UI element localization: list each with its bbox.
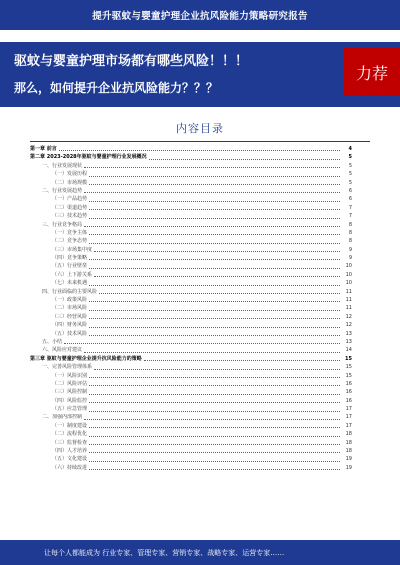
toc-entry[interactable] xyxy=(30,380,352,388)
toc-entry[interactable] xyxy=(30,246,352,254)
toc-leader-dots xyxy=(64,343,340,344)
toc-entry-text: 一、完善风险管理体系 xyxy=(42,364,93,371)
toc-entry-page: 5 xyxy=(348,162,352,169)
headline-line-2: 那么，如何提升企业抗风险能力？？？ xyxy=(14,81,219,95)
toc-entry-text: 一、行业发展现状 xyxy=(42,162,83,169)
toc-entry[interactable] xyxy=(30,279,352,287)
toc-entry[interactable] xyxy=(30,254,352,262)
toc-entry-text: （二）流程优化 xyxy=(52,431,88,438)
toc-leader-dots xyxy=(84,352,340,353)
toc-entry-page: 6 xyxy=(348,187,352,194)
toc-entry-text: （二）渠道趋势 xyxy=(52,204,88,211)
toc-leader-dots xyxy=(89,444,340,445)
toc-entry-text: （四）人才培养 xyxy=(52,448,88,455)
toc-entry-text: （三）风险控制 xyxy=(52,389,88,396)
toc-entry[interactable] xyxy=(30,447,352,455)
toc-entry-page: 7 xyxy=(348,213,352,220)
toc-entry-text: （六）持续改进 xyxy=(52,464,88,471)
toc-leader-dots xyxy=(89,301,340,302)
toc-entry-page: 17 xyxy=(345,414,352,421)
toc-entry-text: （四）财务风险 xyxy=(52,322,88,329)
toc-entry[interactable] xyxy=(30,212,352,220)
toc-entry[interactable] xyxy=(30,162,352,170)
toc-entry-page: 17 xyxy=(345,406,352,413)
toc-entry[interactable] xyxy=(30,221,352,229)
toc-leader-dots xyxy=(89,469,340,470)
toc-leader-dots xyxy=(89,427,340,428)
toc-entry-text: （四）风险监控 xyxy=(52,397,88,404)
toc-leader-dots xyxy=(89,285,340,286)
toc-leader-dots xyxy=(149,159,340,160)
toc-leader-dots xyxy=(94,251,340,252)
toc-leader-dots xyxy=(89,377,340,378)
toc-entry-page: 9 xyxy=(348,246,352,253)
footer-slogan: 让每个人都能成为 行业专家、管理专家、营销专家、战略专家、运营专家…… xyxy=(44,548,285,557)
toc-entry[interactable] xyxy=(30,304,352,312)
toc-leader-dots xyxy=(89,243,340,244)
toc-entry-text: （五）技术风险 xyxy=(52,330,88,337)
toc-entry[interactable] xyxy=(30,262,352,270)
toc-entry-page: 11 xyxy=(345,297,352,304)
toc-title: 内容目录 xyxy=(176,122,224,135)
toc-entry[interactable] xyxy=(30,313,352,321)
toc-entry-text: 五、小结 xyxy=(42,338,63,345)
toc-entry-text: （一）竞争主体 xyxy=(52,229,88,236)
toc-leader-dots xyxy=(84,226,340,227)
toc-entry-page: 16 xyxy=(345,380,352,387)
toc-entry-page: 15 xyxy=(345,355,352,362)
toc-leader-dots xyxy=(94,276,340,277)
toc-entry[interactable] xyxy=(30,338,352,346)
toc-entry-text: （一）发展历程 xyxy=(52,171,88,178)
toc-entry-text: 第二章 2023-2028年驱蚊与婴童护理行业发展概况 xyxy=(30,154,147,161)
toc-entry[interactable] xyxy=(30,397,352,405)
toc-entry-text: （一）产品趋势 xyxy=(52,196,88,203)
table-of-contents xyxy=(30,145,352,472)
toc-entry[interactable] xyxy=(30,187,352,195)
toc-entry-text: 二、行业发展趋势 xyxy=(42,187,83,194)
toc-entry-page: 14 xyxy=(345,347,352,354)
toc-leader-dots xyxy=(89,327,340,328)
toc-entry-page: 5 xyxy=(348,179,352,186)
toc-entry-page: 17 xyxy=(345,422,352,429)
toc-entry-text: （三）经营风险 xyxy=(52,313,88,320)
toc-entry-page: 4 xyxy=(348,145,352,152)
toc-entry-text: （二）市场规模 xyxy=(52,179,88,186)
toc-entry-page: 16 xyxy=(345,397,352,404)
toc-entry[interactable] xyxy=(30,439,352,447)
toc-leader-dots xyxy=(89,318,340,319)
toc-entry-page: 5 xyxy=(348,154,352,161)
toc-entry[interactable] xyxy=(30,414,352,422)
toc-entry-page: 7 xyxy=(348,204,352,211)
toc-entry[interactable] xyxy=(30,271,352,279)
toc-leader-dots xyxy=(89,461,340,462)
toc-entry-page: 9 xyxy=(348,255,352,262)
toc-entry-page: 18 xyxy=(345,431,352,438)
toc-entry-page: 11 xyxy=(345,288,352,295)
toc-leader-dots xyxy=(59,150,340,151)
toc-leader-dots xyxy=(94,369,340,370)
toc-entry-text: （一）制度建设 xyxy=(52,422,88,429)
toc-entry-page: 19 xyxy=(345,456,352,463)
toc-entry-text: （四）竞争策略 xyxy=(52,255,88,262)
toc-entry[interactable] xyxy=(30,288,352,296)
footer-bar xyxy=(0,540,400,565)
toc-entry-page: 18 xyxy=(345,439,352,446)
toc-entry-page: 10 xyxy=(345,263,352,270)
toc-entry[interactable] xyxy=(30,170,352,178)
toc-entry-text: （三）市场集中度 xyxy=(52,246,93,253)
toc-leader-dots xyxy=(89,268,340,269)
toc-entry-page: 6 xyxy=(348,196,352,203)
headline-banner xyxy=(0,42,400,107)
toc-leader-dots xyxy=(89,452,340,453)
toc-leader-dots xyxy=(84,419,340,420)
report-title: 提升驱蚊与婴童护理企业抗风险能力策略研究报告 xyxy=(92,11,308,22)
toc-entry-text: 三、行业竞争格局 xyxy=(42,221,83,228)
toc-leader-dots xyxy=(89,310,340,311)
toc-entry-page: 8 xyxy=(348,221,352,228)
toc-entry-page: 8 xyxy=(348,229,352,236)
report-title-bar xyxy=(0,0,400,30)
toc-entry-text: （二）市场风险 xyxy=(52,305,88,312)
toc-entry-page: 13 xyxy=(345,338,352,345)
toc-leader-dots xyxy=(89,176,340,177)
toc-entry-page: 10 xyxy=(345,271,352,278)
toc-leader-dots xyxy=(89,259,340,260)
toc-leader-dots xyxy=(89,394,340,395)
toc-entry[interactable] xyxy=(30,204,352,212)
toc-entry[interactable] xyxy=(30,422,352,430)
toc-leader-dots xyxy=(89,402,340,403)
toc-entry-text: （五）文化建设 xyxy=(52,456,88,463)
headline-line-1: 驱蚊与婴童护理市场都有哪些风险！！！ xyxy=(14,54,249,69)
toc-entry[interactable] xyxy=(30,145,352,153)
toc-leader-dots xyxy=(89,209,340,210)
toc-entry-text: （二）风险评估 xyxy=(52,380,88,387)
toc-entry-page: 16 xyxy=(345,389,352,396)
toc-entry[interactable] xyxy=(30,229,352,237)
toc-entry[interactable] xyxy=(30,153,352,161)
toc-entry-page: 15 xyxy=(345,372,352,379)
toc-leader-dots xyxy=(89,184,340,185)
toc-entry-text: （六）上下游关系 xyxy=(52,271,93,278)
toc-entry-text: （三）监督检查 xyxy=(52,439,88,446)
toc-entry-page: 13 xyxy=(345,330,352,337)
toc-leader-dots xyxy=(89,234,340,235)
toc-entry[interactable] xyxy=(30,430,352,438)
toc-entry-text: 四、行业面临的主要风险 xyxy=(42,288,98,295)
toc-entry-text: （五）应急管理 xyxy=(52,406,88,413)
toc-entry[interactable] xyxy=(30,372,352,380)
toc-entry-page: 19 xyxy=(345,464,352,471)
toc-entry-page: 11 xyxy=(345,305,352,312)
toc-entry-page: 10 xyxy=(345,280,352,287)
toc-entry-page: 12 xyxy=(345,313,352,320)
toc-entry-text: （三）技术趋势 xyxy=(52,213,88,220)
toc-entry[interactable] xyxy=(30,388,352,396)
toc-entry[interactable] xyxy=(30,321,352,329)
toc-leader-dots xyxy=(144,360,340,361)
toc-entry-text: 二、加强内部控制 xyxy=(42,414,83,421)
toc-leader-dots xyxy=(89,436,340,437)
recommend-stamp: 力荐 xyxy=(344,48,400,96)
toc-entry-page: 5 xyxy=(348,171,352,178)
toc-entry[interactable] xyxy=(30,330,352,338)
toc-leader-dots xyxy=(84,167,340,168)
toc-entry[interactable] xyxy=(30,346,352,354)
toc-leader-dots xyxy=(84,192,340,193)
toc-entry-text: （一）风险识别 xyxy=(52,372,88,379)
toc-entry-page: 12 xyxy=(345,322,352,329)
toc-entry[interactable] xyxy=(30,455,352,463)
toc-entry[interactable] xyxy=(30,405,352,413)
toc-entry-text: （七）未来机遇 xyxy=(52,280,88,287)
toc-entry-text: 第一章 前言 xyxy=(30,145,57,152)
toc-entry[interactable] xyxy=(30,464,352,472)
toc-leader-dots xyxy=(89,385,340,386)
toc-leader-dots xyxy=(89,335,340,336)
toc-entry[interactable] xyxy=(30,296,352,304)
toc-entry-page: 8 xyxy=(348,238,352,245)
toc-entry-page: 18 xyxy=(345,448,352,455)
toc-entry-text: （五）行业壁垒 xyxy=(52,263,88,270)
toc-entry[interactable] xyxy=(30,363,352,371)
toc-entry[interactable] xyxy=(30,179,352,187)
toc-leader-dots xyxy=(89,218,340,219)
toc-entry-page: 15 xyxy=(345,364,352,371)
toc-entry-text: （二）竞争态势 xyxy=(52,238,88,245)
toc-leader-dots xyxy=(99,293,340,294)
toc-entry-text: 六、风险应对建议 xyxy=(42,347,83,354)
toc-entry-text: 第三章 驱蚊与婴童护理企业提升抗风险能力的策略 xyxy=(30,355,142,362)
toc-leader-dots xyxy=(89,411,340,412)
toc-divider xyxy=(30,141,370,142)
toc-entry[interactable] xyxy=(30,195,352,203)
toc-entry[interactable] xyxy=(30,237,352,245)
toc-entry[interactable] xyxy=(30,355,352,363)
toc-leader-dots xyxy=(89,201,340,202)
toc-entry-text: （一）政策风险 xyxy=(52,297,88,304)
